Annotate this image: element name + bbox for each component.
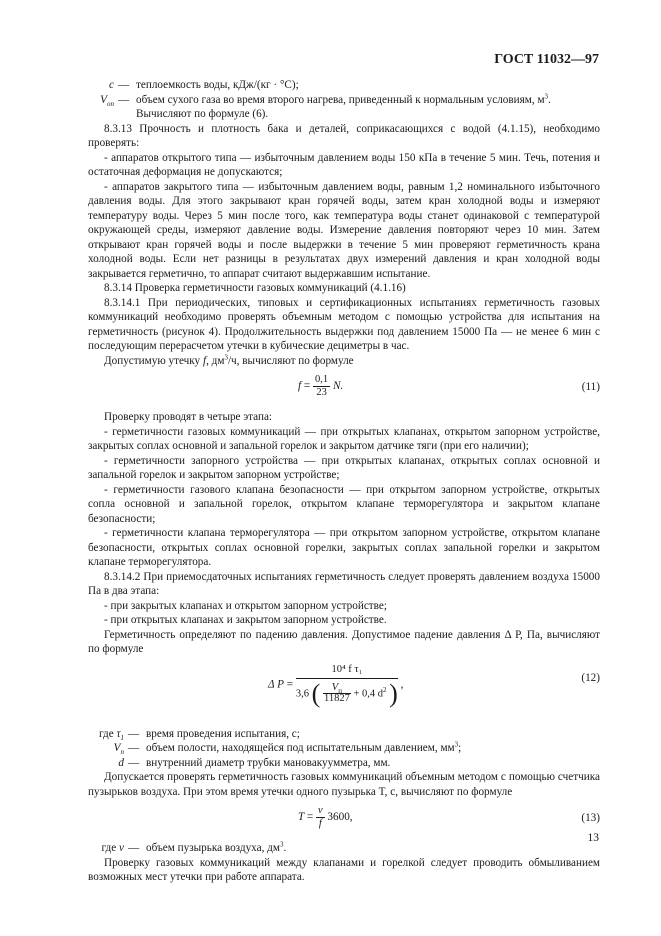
stages-intro: Проверку проводят в четыре этапа: xyxy=(104,411,273,423)
fraction xyxy=(316,805,325,830)
formula-12 xyxy=(88,663,600,721)
symbol xyxy=(88,727,124,742)
definition-row xyxy=(88,841,600,856)
superscript: 3 xyxy=(544,91,549,100)
definition-text: внутренний диаметр трубки мановакуумметра, мм. xyxy=(146,756,391,769)
definition-text xyxy=(146,741,600,756)
formula-number: (11) xyxy=(581,381,600,393)
definition-text xyxy=(146,841,600,856)
list-item-closed-type: - аппаратов закрытого типа — избыточным давлением воды, равным 1,2 номинального избыточного давления воды. Для этого закрывают кран горячей воды, затем кран холодной воды и измеряют температуру воды. Через 5 мин после того, как температура воды станет одинаковой с температурой окружающей среды, измеряют давление воды. Измерение давления повторяют через 10 мин. Затем открывают кран горячей воды и после выдержки в течение 5 мин проверяют герметичность крана холодной воды. Если нет разницы в результатах двух измерений давления и кран холодной воды закрывается герметично, то аппарат считают выдержавшим испытание. xyxy=(88,180,600,280)
right-paren: ) xyxy=(389,678,398,708)
dash: — xyxy=(118,79,130,91)
definition-body: объем пузырька воздуха, дм xyxy=(146,842,280,854)
formula-number: (12) xyxy=(581,671,600,684)
leak-symbol: f xyxy=(202,354,207,367)
symbol xyxy=(88,741,124,756)
inner-denominator: 11827 xyxy=(323,693,350,704)
numerator: 0,1 xyxy=(315,374,329,385)
superscript: 2 xyxy=(383,685,387,694)
definition-end: . xyxy=(283,842,287,854)
subscript: п xyxy=(338,687,342,696)
acceptance-step-2: - при открытых клапанах и закрытом запорном устройстве. xyxy=(104,614,387,626)
subscript: п xyxy=(120,748,124,757)
definition-row xyxy=(88,741,600,756)
final-paragraph: Проверку газовых коммуникаций между клапанами и горелкой следует проводить обмыливанием возможных мест утечки при работе аппарата. xyxy=(88,856,600,883)
formula-number: (13) xyxy=(581,812,600,824)
definition-row xyxy=(88,107,600,122)
dash: — xyxy=(128,842,140,854)
formula-13 xyxy=(88,805,600,835)
fraction xyxy=(296,663,398,707)
volume-symbol: V xyxy=(331,682,339,693)
page-number: 13 xyxy=(587,832,599,844)
leak-text: /ч, вычисляют по формуле xyxy=(227,354,354,367)
list-item-open-type: - аппаратов открытого типа — избыточным давлением воды 150 кПа в течение 5 мин. Течь, потения и остаточная деформация не допускаются; xyxy=(88,151,600,178)
fraction xyxy=(313,374,330,399)
equals-sign: = xyxy=(286,678,294,691)
dash: — xyxy=(128,742,140,754)
denominator: 23 xyxy=(316,387,327,398)
section-8-3-14: 8.3.14 Проверка герметичности газовых коммуникаций (4.1.16) xyxy=(104,282,406,294)
formula-rhs: 3600, xyxy=(327,811,353,824)
numerator: 10⁴ f τ₁ xyxy=(296,663,398,679)
subscript: 1 xyxy=(120,733,124,742)
definition-body: объем полости, находящейся под испытательным давлением, мм xyxy=(146,742,455,754)
symbol-subscript: оп xyxy=(107,99,114,108)
superscript: 3 xyxy=(454,740,459,749)
superscript: 3 xyxy=(224,352,228,361)
formula-expression xyxy=(268,663,403,707)
definition-row xyxy=(88,756,600,771)
definition-text: время проведения испытания, с; xyxy=(146,727,300,740)
symbol-main: v xyxy=(119,842,124,854)
stage-4: - герметичности клапана терморегулятора — при открытом запорном устройстве, открытом клапане безопасности, открытых соплах основной горелки, закрытых соплах запальной горелки и закрытом клапане терморегулятора. xyxy=(88,527,600,568)
definition-text xyxy=(136,93,600,108)
definition-row xyxy=(88,93,600,108)
diameter-term: + 0,4 d xyxy=(353,687,383,699)
document-header: ГОСТ 11032—97 xyxy=(494,52,599,67)
leak-text: Допустимую утечку xyxy=(104,354,203,367)
formula-reference: Вычисляют по формуле (6). xyxy=(136,108,269,120)
bubble-counter-intro: Допускается проверять герметичность газовых коммуникаций объемным методом с помощью счетчика пузырьков воздуха. При этом время утечки одного пузырька T, с, вычисляют по формуле xyxy=(88,771,600,798)
definition-body: объем сухого газа во время второго нагрева, приведенный к нормальным условиям, м xyxy=(136,93,545,106)
denominator: f xyxy=(318,818,322,829)
document-body xyxy=(88,78,600,885)
leak-text: , дм xyxy=(206,354,225,367)
stage-2: - герметичности запорного устройства — при открытых клапанах, открытых соплах основной и запальной горелок и закрытом запорном устройстве; xyxy=(88,454,600,481)
formula-rhs: N. xyxy=(332,380,344,393)
definition-text: теплоемкость воды, кДж/(кг · °С); xyxy=(136,79,299,91)
formula-lhs: f xyxy=(298,380,302,393)
symbol-main: V xyxy=(113,742,121,754)
formula-11 xyxy=(88,374,600,404)
acceptance-step-1: - при закрытых клапанах и открытом запорном устройстве; xyxy=(104,599,387,612)
denominator xyxy=(296,679,398,707)
superscript: 3 xyxy=(279,840,284,849)
definition-end: . xyxy=(548,93,551,106)
definition-row xyxy=(88,78,600,93)
coefficient: 3,6 xyxy=(295,687,310,699)
formula-tail: , xyxy=(400,678,404,691)
section-8-3-14-1: 8.3.14.1 При периодических, типовых и сертификационных испытаниях герметичность газовых коммуникаций необходимо проверять объемным методом с помощью устройства для испытания на герметичность (рисунок 4). Продолжительность выдержки под давлением 15000 Па — не менее 6 мин с последующим перерасчетом утечки в кубические дециметры в час. xyxy=(88,296,600,352)
section-8-3-14-2: 8.3.14.2 При приемосдаточных испытаниях герметичность следует проверять давлением воздуха 15000 Па в два этапа: xyxy=(88,570,600,597)
stage-3: - герметичности газового клапана безопасности — при открытом запорном устройстве, открытых сопла основной и запальной горелок, открытом клапане терморегулятора и закрытом клапане безопасности; xyxy=(88,483,600,525)
symbol-main: V xyxy=(100,93,107,106)
symbol: c xyxy=(109,79,114,91)
formula-lhs: T xyxy=(298,811,305,824)
formula-lhs: Δ P xyxy=(268,678,284,691)
inner-fraction xyxy=(323,683,351,704)
symbol-main: τ xyxy=(116,727,121,740)
symbol: d xyxy=(118,756,124,769)
pressure-drop-intro: Герметичность определяют по падению давления. Допустимое падение давления Δ P, Па, вычисляют по формуле xyxy=(88,628,600,655)
leak-intro xyxy=(88,354,600,369)
dash: — xyxy=(128,756,140,769)
left-paren: ( xyxy=(311,678,321,708)
numerator: v xyxy=(317,805,323,816)
definition-row xyxy=(88,727,600,742)
symbol xyxy=(88,841,124,856)
dash: — xyxy=(128,727,140,740)
where-word: где xyxy=(101,842,117,854)
equals-sign: = xyxy=(303,380,311,393)
stage-1: - герметичности газовых коммуникаций — при открытых клапанах, открытом запорном устройстве, закрытых соплах основной и запальной горелок и закрытом датчике тяги (при его наличии); xyxy=(88,425,600,452)
formula-expression xyxy=(298,805,353,830)
equals-sign: = xyxy=(306,811,314,824)
definition-end: ; xyxy=(458,742,462,754)
where-word: где xyxy=(98,727,114,740)
section-8-3-13: 8.3.13 Прочность и плотность бака и деталей, соприкасающихся с водой (4.1.15), необходимо проверять: xyxy=(88,122,600,149)
symbol xyxy=(88,93,114,108)
dash: — xyxy=(118,93,130,106)
formula-expression xyxy=(298,374,343,399)
